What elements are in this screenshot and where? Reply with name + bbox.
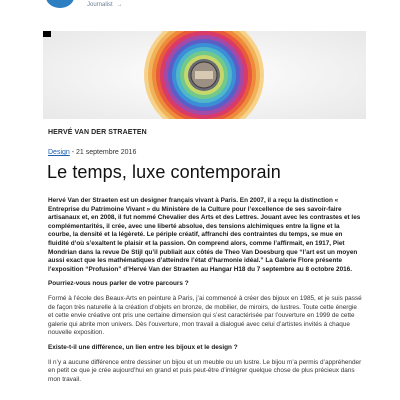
category-link[interactable]: Design — [48, 149, 70, 156]
article-meta — [48, 149, 136, 156]
arrow-right-icon[interactable]: → — [116, 2, 123, 8]
author-name[interactable]: HERVÉ VAN DER STRAETEN — [48, 129, 147, 136]
colorful-mirror-artwork — [43, 31, 366, 119]
answer-2: Il n’y a aucune différence entre dessiner un bijou et un meuble ou un lustre. Le bijou m’a permis d’appréhender en petit ce que je crée aujourd’hui en grand et puis peut-être d’intégrer quelque chose de plus précieux dans mon travail. — [48, 358, 362, 383]
top-bar — [0, 0, 400, 14]
author-role — [87, 2, 122, 8]
answer-1: Formé à l’école des Beaux-Arts en peinture à Paris, j’ai commencé à créer des bijoux en 1985, et je suis passé de façon très naturelle à la création d’objets en bronze, de mobilier, de miroirs, de lustres. Toute cette énergie et cette envie créative ont pris une certaine dimension qui s’est caractérisée par l’ouverture en 1999 de cette galerie qui abrite mon univers. Dès l’ouverture, mon travail a dialogué avec celui d’artistes invités à chaque nouvelle exposition. — [48, 294, 362, 337]
hero-corner-mark — [43, 31, 51, 37]
article-title: Le temps, luxe contemporain — [47, 162, 281, 182]
hero-image — [43, 31, 366, 119]
site-logo[interactable] — [46, 0, 74, 8]
article-body — [48, 197, 364, 390]
article-intro: Hervé Van der Straeten est un designer français vivant à Paris. En 2007, il a reçu la distinction « Entreprise du Patrimoine Vivant » du Ministère de la Culture pour l’excellence de ses savoir-faire artisanaux et, en 2008, il fut nommé Chevalier des Arts et des Lettres. Jouant avec les contrastes et les complémentarités, il crée, avec une liberté absolue, des tensions alchimiques entre la ligne et la courbe, la densité et la légèreté. Le périple créatif, affranchi des contraintes du temps, se mue en fluidité d’où s’exaltent le plaisir et la passion. On comprend alors, comme l’affirmait, en 1917, Piet Mondrian dans la revue De Stijl qu’il publiait aux côtés de Theo Van Doesburg que “l’art est un moyen aussi exact que les mathématiques d’atteindre l’état d’harmonie idéal.” La Galerie Flore présente l’exposition “Profusion” d’Hervé Van der Straeten au Hangar H18 du 7 septembre au 8 octobre 2016. — [48, 197, 361, 273]
author-role-label: Journalist — [87, 2, 113, 8]
publish-date: - 21 septembre 2016 — [69, 149, 137, 156]
question-2: Existe-t-il une différence, un lien entre les bijoux et le design ? — [48, 343, 238, 351]
question-1: Pourriez-vous nous parler de votre parcours ? — [48, 280, 189, 288]
